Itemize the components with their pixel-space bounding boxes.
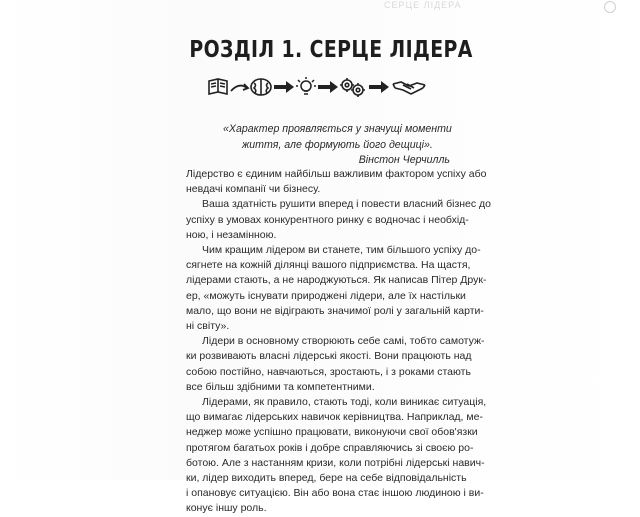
text-line: Лідери в основному створюють себе самі, тобто самотуж-: [202, 335, 485, 348]
text-line: що вимагає лідерських навичок керівництва. Наприклад, ме-: [186, 411, 483, 424]
text-line: успіху в умовах конкурентного ринку є водночас і необхід-: [186, 213, 469, 226]
paragraph: [186, 243, 487, 334]
arrow-icon: [318, 81, 338, 93]
paragraph: [186, 167, 487, 197]
text-line: Ваша здатність рушити вперед і повести власний бізнес до: [202, 198, 492, 211]
text-line: ною, і незамінною.: [186, 228, 277, 241]
text-line: Чим кращим лідером ви станете, тим більшого успіху до-: [202, 244, 481, 257]
icon-row: [207, 76, 431, 98]
text-line: собою постійно, навчаються, зростають, і з роками стають: [186, 365, 471, 378]
text-line: Лідерство є єдиним найбільш важливим фактором успіху або: [186, 168, 487, 180]
book-icon: [209, 79, 227, 94]
arrow-icon: [274, 81, 294, 93]
chapter-title: РОЗДІЛ 1. СЕРЦЕ ЛІДЕРА: [189, 37, 473, 63]
bleed-through-circle: [604, 1, 616, 13]
text-line: і опановує ситуацією. Він або вона стає іншою людиною і ви-: [186, 487, 484, 500]
epigraph-line: «Характер проявляється у значущі моменти: [223, 123, 452, 135]
epigraph-author: Вінстон Черчилль: [358, 154, 450, 166]
paragraph: [186, 334, 485, 395]
text-line: мало, що вони не відіграють значимої ролі у загальній карти-: [186, 304, 484, 317]
text-line: ки розвивають власні лідерські якості. Вони працюють над: [186, 350, 472, 363]
body-text: [186, 167, 492, 517]
text-line: неджер може успішно працювати, виконуючи свої обов'язки: [186, 426, 478, 439]
text-line: Лідерами, як правило, стають тоді, коли виникає ситуація,: [202, 396, 487, 409]
paragraph: [186, 197, 492, 243]
bleed-through-header: СЕРЦЕ ЛІДЕРА: [384, 0, 462, 10]
text-line: ні світу».: [186, 320, 230, 333]
brain-icon: [251, 79, 271, 95]
text-line: сягнете на кожній ділянці вашого підприємства. На щастя,: [186, 259, 471, 272]
arrow-icon: [369, 81, 389, 93]
epigraph: [180, 122, 450, 169]
text-line: все більш здібними та компетентними.: [186, 380, 375, 393]
handshake-icon: [393, 82, 425, 94]
text-line: ер, «можуть існувати природжені лідери, але їх настільки: [186, 289, 466, 302]
lightbulb-icon: [296, 77, 316, 94]
epigraph-line: життя, але формують його дещиці».: [242, 138, 433, 151]
text-line: конує іншу роль.: [186, 502, 267, 515]
gears-icon: [340, 78, 365, 97]
arrow-icon: [231, 84, 248, 91]
text-line: невдачі компанії чи бізнесу.: [186, 183, 321, 196]
text-line: ки, лідер виходить вперед, бере на себе відповідальність: [186, 472, 467, 485]
paragraph: [186, 395, 487, 517]
text-line: протягом багатьох років і добре справляючись зі своєю ро-: [186, 441, 474, 454]
text-line: ботою. Але з настанням кризи, коли потрібні лідерські навич-: [186, 456, 485, 469]
text-line: лідерами стають, а не народжуються. Як написав Пітер Друк-: [186, 274, 487, 287]
